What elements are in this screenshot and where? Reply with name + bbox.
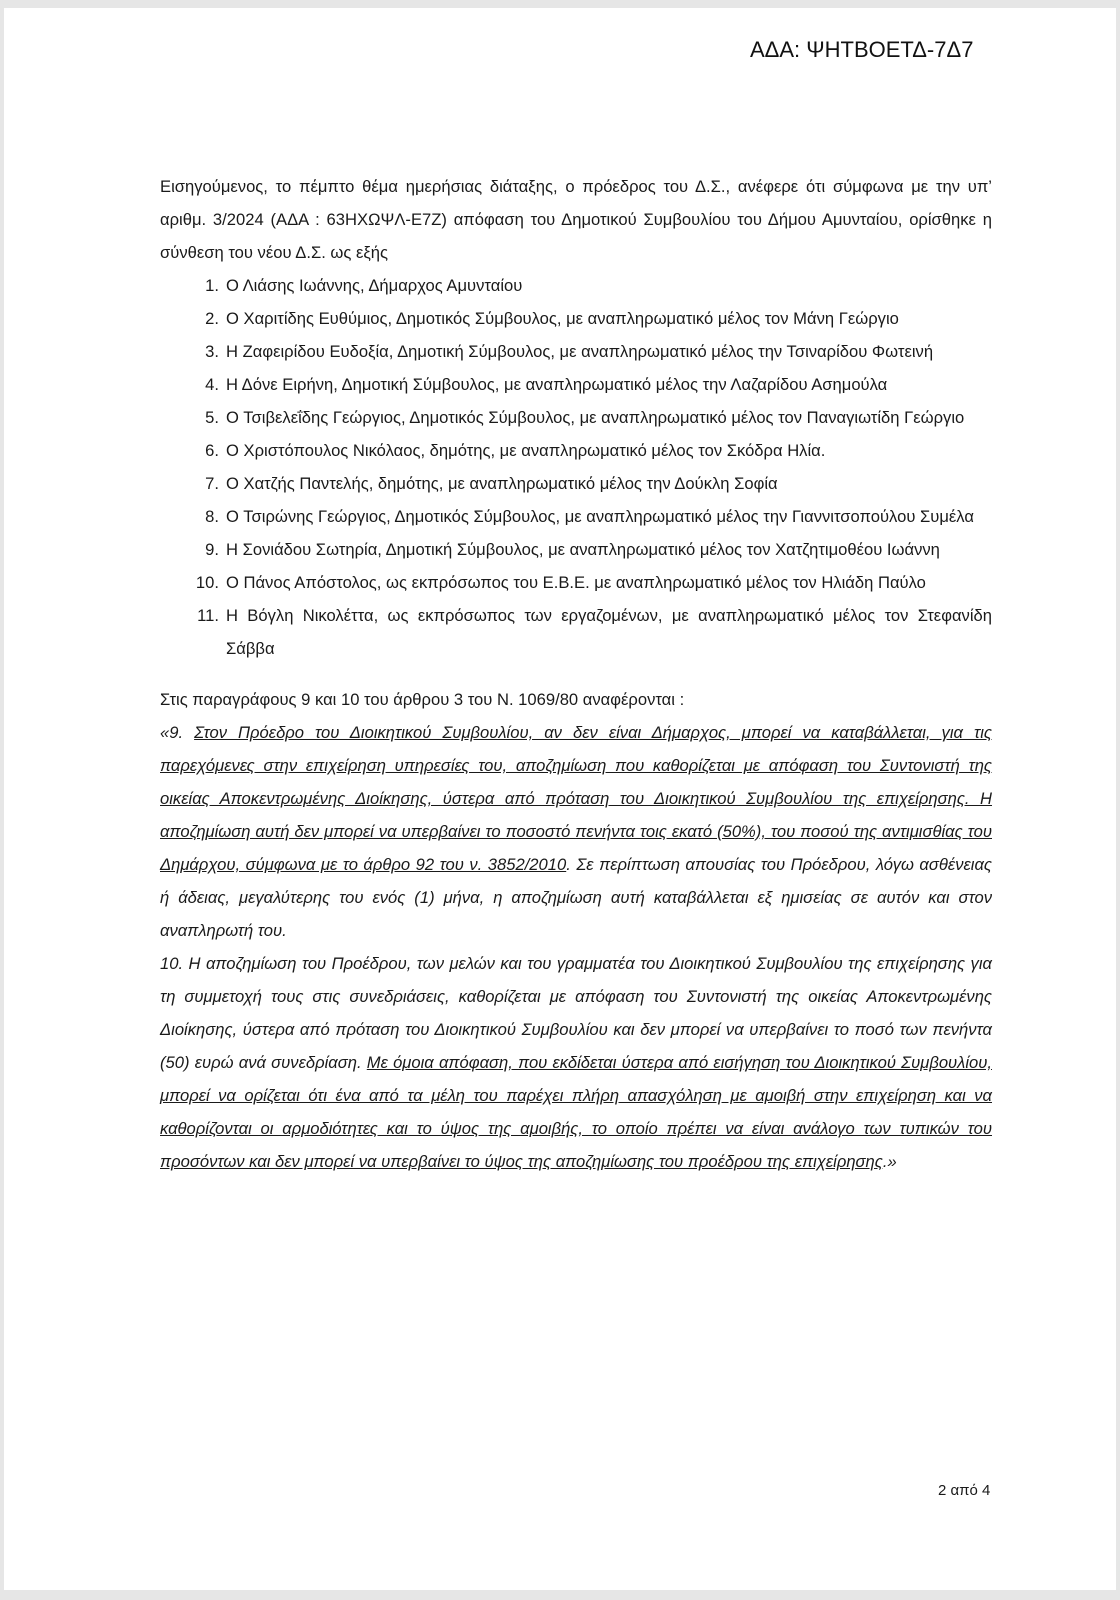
document-page (4, 8, 1116, 1590)
list-item (160, 467, 992, 500)
item-text: Η Σονιάδου Σωτηρία, Δημοτική Σύμβουλος, με αναπληρωματικό μέλος τον Χατζητιμοθέου Ιωάννη (226, 540, 940, 559)
quote-p10-underlined: Με όμοια απόφαση, που εκδίδεται ύστερα από εισήγηση του Διοικητικού Συμβουλίου, μπορεί να ορίζεται ότι ένα από τα μέλη του παρέχει πλήρη απασχόληση με αμοιβή στην επιχείρηση και να καθορίζονται οι αρμοδιότητες και το ύψος της αμοιβής, το οποίο πρέπει να είναι ανάλογο των τυπικών του προσόντων και δεν μπορεί να υπερβαίνει το ύψος της αποζημίωσης του προέδρου της επιχείρησης (160, 1053, 992, 1171)
item-text: Ο Χριστόπουλος Νικόλαος, δημότης, με αναπληρωματικό μέλος τον Σκόδρα Ηλία. (226, 441, 826, 460)
quote-p9-prefix: «9. (160, 723, 195, 742)
item-text: Η Δόνε Ειρήνη, Δημοτική Σύμβουλος, με αναπληρωματικό μέλος την Λαζαρίδου Ασημούλα (226, 375, 888, 394)
spacer (160, 665, 992, 683)
item-text: Ο Λιάσης Ιωάννης, Δήμαρχος Αμυνταίου (226, 276, 523, 295)
quoted-law-text (160, 716, 992, 1178)
law-intro: Στις παραγράφους 9 και 10 του άρθρου 3 του Ν. 1069/80 αναφέρονται : (160, 690, 685, 709)
item-number: 10. (195, 573, 219, 592)
document-body (160, 170, 992, 1178)
quote-p9-rest: . Σε περίπτωση απουσίας του Πρόεδρου, λόγω ασθένειας ή άδειας, μεγαλύτερης του ενός (1) μήνα, η αποζημίωση αυτή καταβάλλεται εξ ημισείας σε αυτόν και στον αναπληρωτή του. (160, 855, 993, 940)
list-item (160, 533, 992, 566)
item-text: Η Βόγλη Νικολέττα, ως εκπρόσωπος των εργαζομένων, με αναπληρωματικό μέλος τον Στεφανίδη Σάββα (226, 606, 992, 658)
item-text: Ο Χατζής Παντελής, δημότης, με αναπληρωματικό μέλος την Δούκλη Σοφία (226, 474, 778, 493)
item-number: 9. (205, 540, 219, 559)
item-number: 7. (205, 474, 219, 493)
item-text: Η Ζαφειρίδου Ευδοξία, Δημοτική Σύμβουλος, με αναπληρωματικό μέλος την Τσιναρίδου Φωτεινή (226, 342, 934, 361)
list-item (160, 500, 992, 533)
list-item (160, 434, 992, 467)
item-number: 8. (205, 507, 219, 526)
board-members-list (160, 269, 992, 665)
item-number: 3. (205, 342, 219, 361)
quote-p10-plain: 10. Η αποζημίωση του Προέδρου, των μελών και του γραμματέα του Διοικητικού Συμβουλίου της επιχείρησης για τη συμμετοχή τους στις συνεδριάσεις, καθορίζεται με απόφαση του Συντονιστή της οικείας Αποκεντρωμένης Διοίκησης, ύστερα από πρόταση του Διοικητικού Συμβουλίου και δεν μπορεί να υπερβαίνει το ποσό των πενήντα (50) ευρώ ανά συνεδρίαση. (160, 954, 992, 1072)
intro-paragraph: Εισηγούμενος, το πέμπτο θέμα ημερήσιας διάταξης, ο πρόεδρος του Δ.Σ., ανέφερε ότι σύμφωνα με την υπ’ αριθμ. 3/2024 (ΑΔΑ : 63ΗΧΩΨΛ-Ε7Ζ) απόφαση του Δημοτικού Συμβουλίου του Δήμου Αμυνταίου, ορίσθηκε η σύνθεση του νέου Δ.Σ. ως εξής (160, 177, 992, 262)
item-number: 5. (205, 408, 219, 427)
list-item (160, 368, 992, 401)
page-number: 2 από 4 (938, 1482, 991, 1499)
item-number: 2. (205, 309, 219, 328)
list-item (160, 401, 992, 434)
list-item (160, 302, 992, 335)
list-item (160, 566, 992, 599)
item-text: Ο Τσιβελεΐδης Γεώργιος, Δημοτικός Σύμβουλος, με αναπληρωματικό μέλος τον Παναγιωτίδη Γεώργιο (226, 408, 965, 427)
quote-p10-end: .» (882, 1152, 897, 1171)
item-text: Ο Πάνος Απόστολος, ως εκπρόσωπος του Ε.Β.Ε. με αναπληρωματικό μέλος τον Ηλιάδη Παύλο (226, 573, 926, 592)
list-item (160, 599, 992, 665)
ada-code: ΑΔΑ: ΨΗΤΒΟΕΤΔ-7Δ7 (750, 37, 974, 62)
item-number: 1. (205, 276, 219, 295)
list-item (160, 335, 992, 368)
quote-p9-underlined: Στον Πρόεδρο του Διοικητικού Συμβουλίου, αν δεν είναι Δήμαρχος, μπορεί να καταβάλλεται, για τις παρεχόμενες στην επιχείρηση υπηρεσίες του, αποζημίωση που καθορίζεται με απόφαση του Συντονιστή της οικείας Αποκεντρωμένης Διοίκησης, ύστερα από πρόταση του Διοικητικού Συμβουλίου της επιχείρησης. Η αποζημίωση αυτή δεν μπορεί να υπερβαίνει το ποσοστό πενήντα τοις εκατό (50%), του ποσού της αντιμισθίας του Δημάρχου, σύμφωνα με το άρθρο 92 του ν. 3852/2010 (160, 723, 992, 874)
list-item (160, 269, 992, 302)
item-number: 11. (197, 606, 219, 625)
item-number: 4. (205, 375, 219, 394)
item-text: Ο Τσιρώνης Γεώργιος, Δημοτικός Σύμβουλος, με αναπληρωματικό μέλος την Γιαννιτσοπούλου Συμέλα (226, 507, 974, 526)
item-text: Ο Χαριτίδης Ευθύμιος, Δημοτικός Σύμβουλος, με αναπληρωματικό μέλος τον Μάνη Γεώργιο (226, 309, 899, 328)
item-number: 6. (205, 441, 219, 460)
